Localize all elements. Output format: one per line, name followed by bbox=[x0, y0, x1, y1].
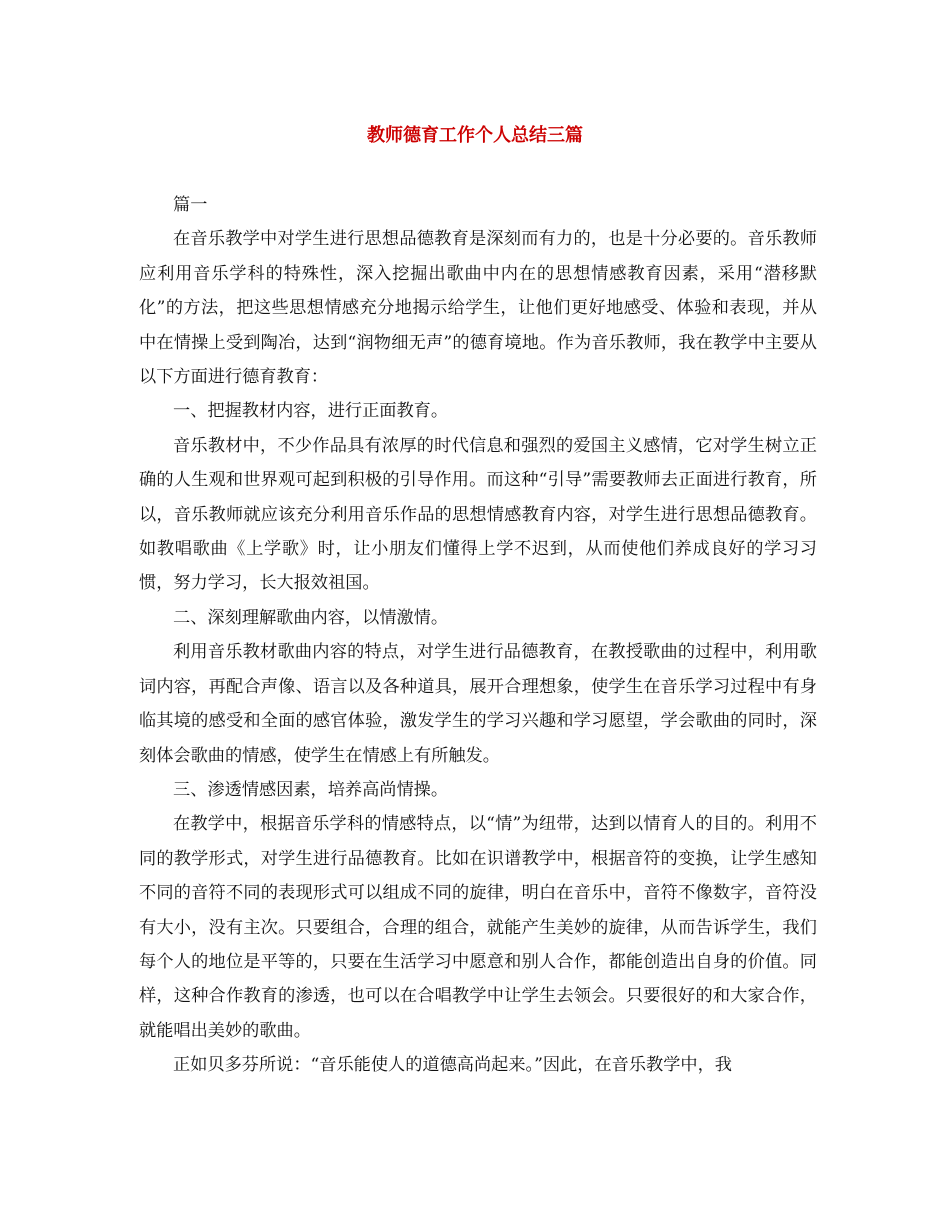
point-paragraph-3: 在教学中，根据音乐学科的情感特点，以“情”为纽带，达到以情育人的目的。利用不同的教学形式，对学生进行品德教育。比如在识谱教学中，根据音符的变换，让学生感知不同的音符不同的表现形式可以组成不同的旋律，明白在音乐中，音符不像数字，音符没有大小，没有主次。只要组合，合理的组合，就能产生美妙的旋律，从而告诉学生，我们每个人的地位是平等的，只要在生活学习中愿意和别人合作，都能创造出自身的价值。同样，这种合作教育的渗透，也可以在合唱教学中让学生去领会。只要很好的和大家合作，就能唱出美妙的歌曲。 bbox=[139, 814, 817, 1041]
document-title: 教师德育工作个人总结三篇 bbox=[367, 125, 583, 146]
point-heading-3: 三、渗透情感因素，培养高尚情操。 bbox=[173, 779, 449, 800]
closing-paragraph: 正如贝多芬所说：“音乐能使人的道德高尚起来。”因此，在音乐教学中，我 bbox=[173, 1055, 732, 1076]
point-paragraph-2: 利用音乐教材歌曲内容的特点，对学生进行品德教育，在教授歌曲的过程中，利用歌词内容，再配合声像、语言以及各种道具，展开合理想象，使学生在音乐学习过程中有身临其境的感受和全面的感官体验，激发学生的学习兴趣和学习愿望，学会歌曲的同时，深刻体会歌曲的情感，使学生在情感上有所触发。 bbox=[139, 642, 817, 766]
point-paragraph-1: 音乐教材中，不少作品具有浓厚的时代信息和强烈的爱国主义感情，它对学生树立正确的人生观和世界观可起到积极的引导作用。而这种“引导”需要教师去正面进行教育，所以，音乐教师就应该充分利用音乐作品的思想情感教育内容，对学生进行思想品德教育。如教唱歌曲《上学歌》时，让小朋友们懂得上学不迟到，从而使他们养成良好的学习习惯，努力学习，长大报效祖国。 bbox=[139, 435, 817, 594]
point-heading-2: 二、深刻理解歌曲内容，以情激情。 bbox=[173, 607, 449, 628]
document-body bbox=[139, 188, 817, 1083]
section-heading-part-one: 篇一 bbox=[173, 195, 208, 215]
intro-paragraph: 在音乐教学中对学生进行思想品德教育是深刻而有力的，也是十分必要的。音乐教师应利用音乐学科的特殊性，深入挖掘出歌曲中内在的思想情感教育因素，采用“潜移默化”的方法，把这些思想情感充分地揭示给学生，让他们更好地感受、体验和表现，并从中在情操上受到陶冶，达到“润物细无声”的德育境地。作为音乐教师，我在教学中主要从以下方面进行德育教育： bbox=[139, 229, 817, 388]
point-heading-1: 一、把握教材内容，进行正面教育。 bbox=[173, 401, 449, 422]
